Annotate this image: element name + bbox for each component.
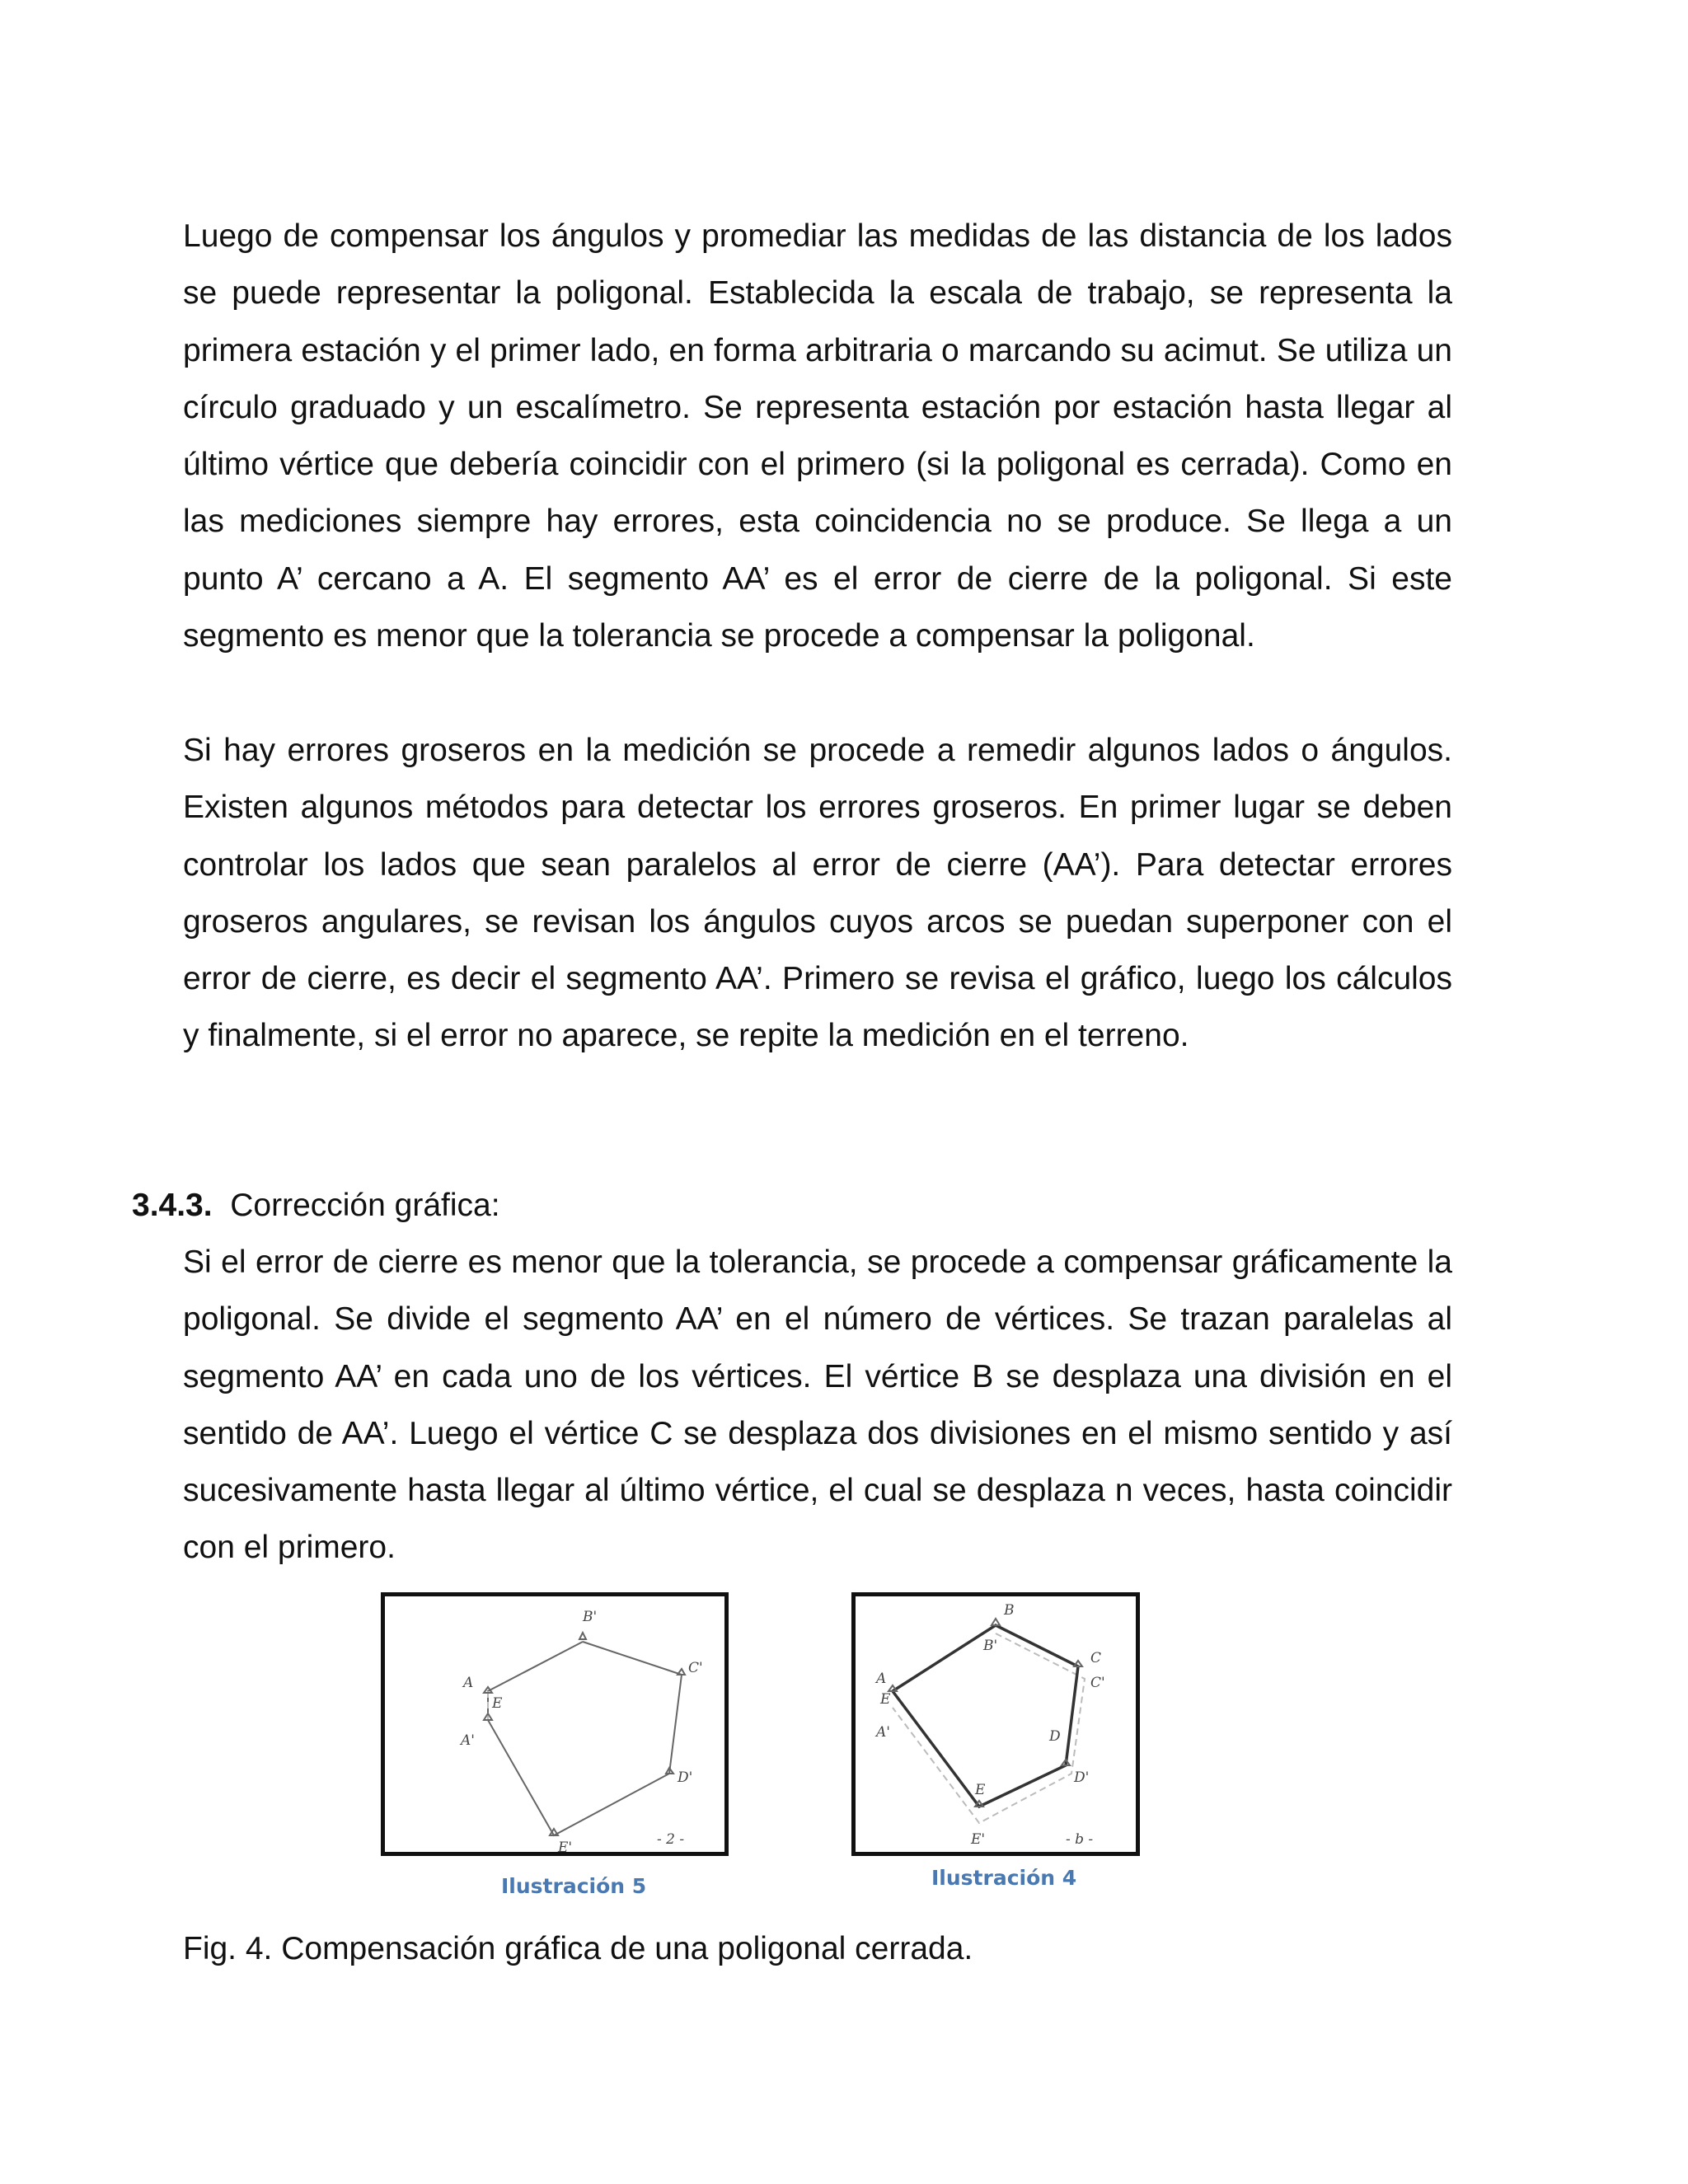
label-c: C — [1090, 1650, 1102, 1666]
polygon-sketch-right — [856, 1596, 1136, 1852]
label-d-prime: D' — [678, 1769, 693, 1786]
illustration-caption-right: Ilustración 4 — [931, 1866, 1077, 1890]
label-b: B — [1004, 1602, 1015, 1619]
label-e: E — [492, 1695, 503, 1712]
label-e-prime: E' — [971, 1831, 986, 1848]
illustration-caption-left: Ilustración 5 — [501, 1874, 647, 1898]
label-a: A — [463, 1675, 474, 1691]
label-b-prime: B' — [583, 1609, 598, 1625]
label-e: E — [975, 1782, 986, 1798]
figure-tag-right: - b - — [1066, 1831, 1094, 1848]
label-c-prime: C' — [1090, 1675, 1105, 1691]
paragraph-graphic-correction: Si el error de cierre es menor que la tolerancia, se procede a compensar gráficamente la poligonal. Se divide el segmento AA’ en el número de vértices. Se trazan paralelas al segmento AA’ en cada uno de los vértices. El vértice B se desplaza una división en el sentido de AA’. Luego el vértice C se desplaza dos divisiones en el mismo sentido y así sucesivamente hasta llegar al último vértice, el cual se desplaza n veces, hasta coincidir con el primero. — [183, 1244, 1452, 1566]
section-title: Corrección gráfica: — [230, 1188, 500, 1223]
label-b-prime: B' — [983, 1638, 998, 1654]
paragraph-intro: Luego de compensar los ángulos y promediar las medidas de las distancia de los lados se puede representar la poligonal. Establecida la escala de trabajo, se representa la primera estación y el primer lado, en forma arbitraria o marcando su acimut. Se utiliza un círculo graduado y un escalímetro. Se representa estación por estación hasta llegar al último vértice que debería coincidir con el primero (si la poligonal es cerrada). Como en las mediciones siempre hay errores, esta coincidencia no se produce. Se llega a un punto A’ cercano a A. El segmento AA’ es el error de cierre de la poligonal. Si este segmento es menor que la tolerancia se procede a compensar la poligonal. — [183, 218, 1452, 654]
figure-tag-left: - 2 - — [657, 1831, 685, 1848]
label-d-prime: D' — [1074, 1769, 1090, 1786]
label-c-prime: C' — [688, 1660, 703, 1676]
figure-polygon-error — [381, 1592, 729, 1856]
section-heading — [132, 1177, 500, 1234]
label-e-prime: E' — [558, 1840, 573, 1852]
label-e-small: E — [880, 1691, 891, 1708]
figure-caption: Fig. 4. Compensación gráfica de una poligonal cerrada. — [183, 1931, 973, 1966]
label-a-prime: A' — [461, 1732, 475, 1749]
figure-polygon-compensated — [851, 1592, 1140, 1856]
label-a: A — [876, 1671, 887, 1687]
paragraph-gross-errors: Si hay errores groseros en la medición se procede a remedir algunos lados o ángulos. Existen algunos métodos para detectar los errores groseros. En primer lugar se deben controlar los lados que sean paralelos al error de cierre (AA’). Para detectar errores groseros angulares, se revisan los ángulos cuyos arcos se puedan superponer con el error de cierre, es decir el segmento AA’. Primero se revisa el gráfico, luego los cálculos y finalmente, si el error no aparece, se repite la medición en el terreno. — [183, 733, 1452, 1054]
polygon-sketch-left — [385, 1596, 724, 1852]
label-a-prime: A' — [876, 1724, 890, 1741]
section-number: 3.4.3. — [132, 1188, 213, 1223]
label-d: D — [1049, 1728, 1061, 1745]
